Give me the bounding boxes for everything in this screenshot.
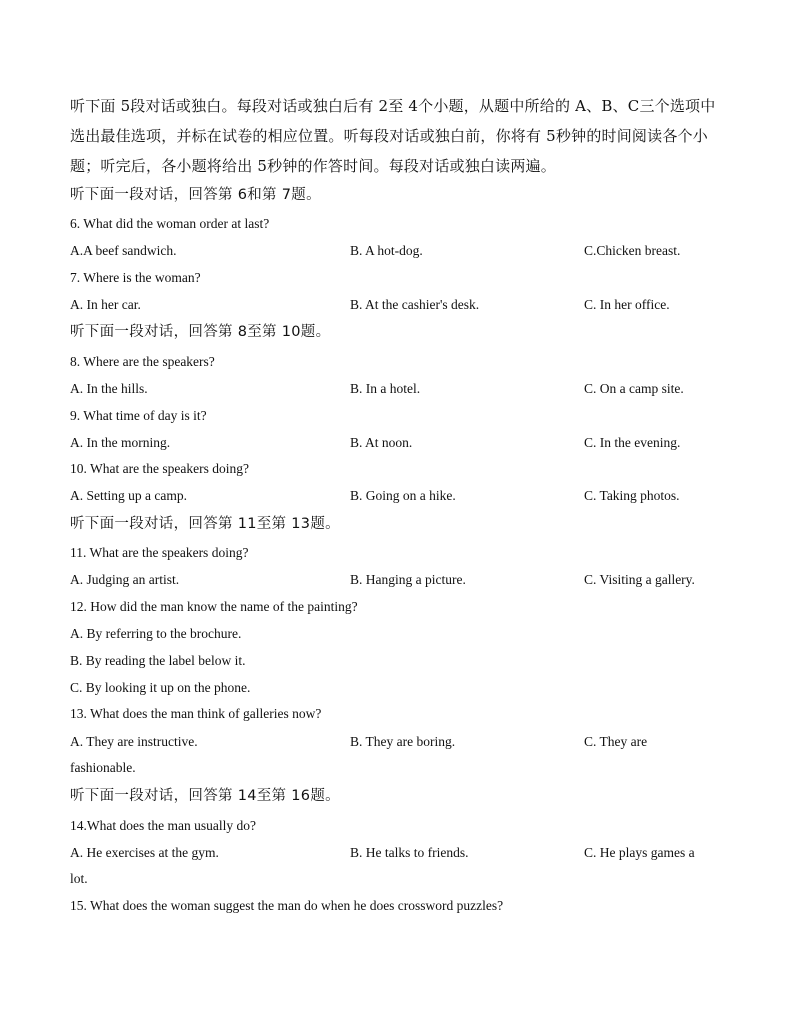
question-6-options <box>70 241 730 261</box>
option-b[interactable]: B. At noon. <box>350 435 413 450</box>
option-b[interactable]: B. By reading the label below it. <box>70 653 246 668</box>
question-12: 12. How did the man know the name of the painting? <box>70 599 358 614</box>
option-c[interactable]: C. He plays games a <box>584 845 695 860</box>
option-c[interactable]: C. By looking it up on the phone. <box>70 680 251 695</box>
question-14-options <box>70 843 730 863</box>
question-8: 8. Where are the speakers? <box>70 354 215 369</box>
option-c-continued: lot. <box>70 871 88 886</box>
option-b[interactable]: B. Going on a hike. <box>350 488 456 503</box>
section-heading-1: 听下面一段对话，回答第 6和第 7题。 <box>70 187 321 203</box>
option-c[interactable]: C.Chicken breast. <box>584 243 681 258</box>
option-c[interactable]: C. They are <box>584 734 648 749</box>
option-a[interactable]: A. In the hills. <box>70 381 148 396</box>
option-c[interactable]: C. Taking photos. <box>584 488 680 503</box>
option-c-continued: fashionable. <box>70 760 136 775</box>
section-heading-4: 听下面一段对话，回答第 14至第 16题。 <box>70 788 340 804</box>
option-c[interactable]: C. In the evening. <box>584 435 681 450</box>
option-b[interactable]: B. They are boring. <box>350 734 456 749</box>
option-a[interactable]: A. Judging an artist. <box>70 572 180 587</box>
option-a[interactable]: A. By referring to the brochure. <box>70 626 242 641</box>
question-9-options <box>70 433 730 453</box>
question-13: 13. What does the man think of galleries now? <box>70 706 322 721</box>
question-13-options <box>70 732 730 752</box>
question-15: 15. What does the woman suggest the man do when he does crossword puzzles? <box>70 898 504 913</box>
option-c[interactable]: C. Visiting a gallery. <box>584 572 695 587</box>
instructions-paragraph: 听下面 5段对话或独白。每段对话或独白后有 2至 4个小题，从题中所给的 A、B、C三个选项中选出最佳选项，并标在试卷的相应位置。听每段对话或独白前，你将有 5秒钟的时间阅读各个小题；听完后，各小题将给出 5秒钟的作答时间。每段对话或独白读两遍。 <box>70 97 716 175</box>
section-heading-3: 听下面一段对话，回答第 11至第 13题。 <box>70 516 340 532</box>
option-a[interactable]: A. They are instructive. <box>70 734 198 749</box>
question-11: 11. What are the speakers doing? <box>70 545 249 560</box>
option-a[interactable]: A. In her car. <box>70 297 141 312</box>
question-10-options <box>70 486 730 506</box>
option-c[interactable]: C. In her office. <box>584 297 670 312</box>
option-b[interactable]: B. He talks to friends. <box>350 845 469 860</box>
option-a[interactable]: A.A beef sandwich. <box>70 243 177 258</box>
question-8-options <box>70 379 730 399</box>
question-14: 14.What does the man usually do? <box>70 818 256 833</box>
option-b[interactable]: B. A hot-dog. <box>350 243 423 258</box>
option-b[interactable]: B. Hanging a picture. <box>350 572 466 587</box>
question-6: 6. What did the woman order at last? <box>70 216 270 231</box>
question-11-options <box>70 570 730 590</box>
question-7-options <box>70 295 730 315</box>
option-b[interactable]: B. In a hotel. <box>350 381 421 396</box>
question-7: 7. Where is the woman? <box>70 270 201 285</box>
option-a[interactable]: A. He exercises at the gym. <box>70 845 219 860</box>
option-a[interactable]: A. Setting up a camp. <box>70 488 187 503</box>
option-c[interactable]: C. On a camp site. <box>584 381 684 396</box>
option-a[interactable]: A. In the morning. <box>70 435 171 450</box>
option-b[interactable]: B. At the cashier's desk. <box>350 297 480 312</box>
question-10: 10. What are the speakers doing? <box>70 461 249 476</box>
section-heading-2: 听下面一段对话，回答第 8至第 10题。 <box>70 324 331 340</box>
question-9: 9. What time of day is it? <box>70 408 207 423</box>
